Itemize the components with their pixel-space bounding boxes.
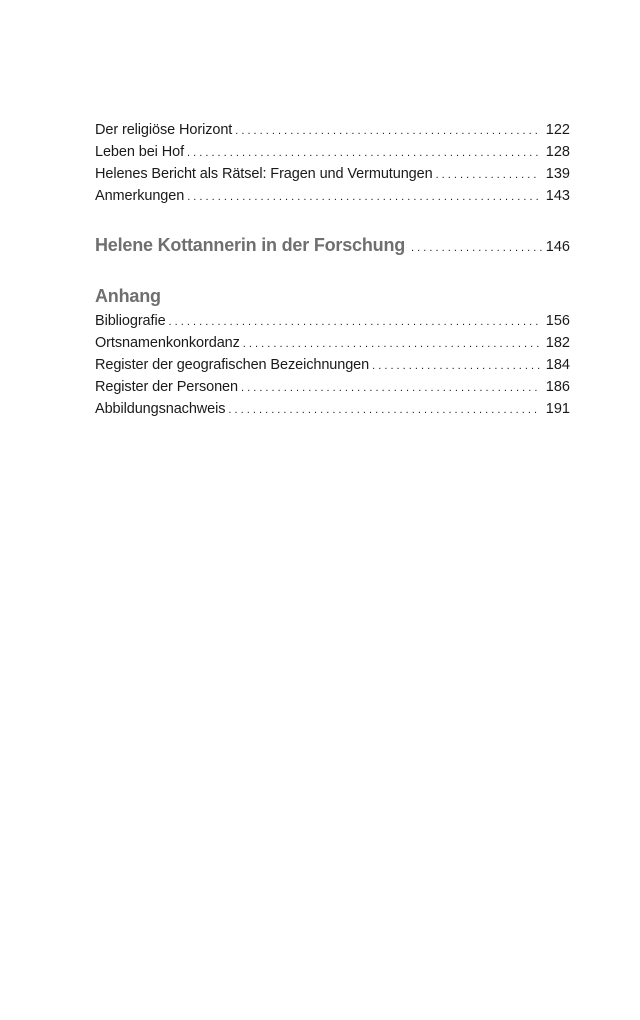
dot-leader: [187, 141, 540, 164]
dot-leader: [436, 163, 540, 186]
toc-entry-title: Register der geografischen Bezeichnungen: [95, 357, 370, 373]
toc-page: [95, 0, 570, 1020]
dot-leader: [411, 231, 544, 262]
dot-leader: [243, 332, 540, 355]
toc-entry-page: 139: [545, 166, 570, 182]
toc-entry[interactable]: [95, 354, 570, 376]
toc-entry[interactable]: [95, 141, 570, 163]
toc-entry-page: 182: [545, 335, 570, 351]
toc-group-1: [95, 119, 570, 207]
toc-entry[interactable]: [95, 163, 570, 185]
toc-entry[interactable]: [95, 332, 570, 354]
toc-entry-page: 122: [545, 122, 570, 138]
toc-entry[interactable]: [95, 310, 570, 332]
toc-section-title: Helene Kottannerin in der Forschung: [95, 235, 406, 255]
toc-entry-title: Bibliografie: [95, 313, 166, 329]
toc-entry-title: Abbildungsnachweis: [95, 401, 226, 417]
toc-entry[interactable]: [95, 376, 570, 398]
dot-leader: [372, 354, 540, 377]
toc-entry-page: 128: [545, 144, 570, 160]
toc-entry-page: 156: [545, 313, 570, 329]
dot-leader: [169, 310, 540, 333]
toc-appendix: [95, 282, 570, 420]
dot-leader: [187, 185, 540, 208]
toc-entry[interactable]: [95, 185, 570, 207]
toc-entry-title: Ortsnamenkonkordanz: [95, 335, 240, 351]
toc-entry[interactable]: [95, 119, 570, 141]
toc-entry-page: 143: [545, 188, 570, 204]
toc-entry-page: 186: [545, 379, 570, 395]
toc-entry-title: Anmerkungen: [95, 188, 185, 204]
toc-section-entry[interactable]: [95, 231, 570, 259]
dot-leader: [228, 398, 539, 421]
dot-leader: [235, 119, 540, 142]
appendix-heading: Anhang: [95, 286, 161, 306]
toc-section-forschung: [95, 231, 570, 259]
dot-leader: [241, 376, 540, 399]
toc-entry-title: Helenes Bericht als Rätsel: Fragen und Vermutungen: [95, 166, 433, 182]
toc-entry-title: Der religiöse Horizont: [95, 122, 233, 138]
toc-entry-page: 184: [545, 357, 570, 373]
toc-entry-title: Register der Personen: [95, 379, 238, 395]
toc-entry-title: Leben bei Hof: [95, 144, 184, 160]
toc-entry-page: 191: [545, 401, 570, 417]
toc-entry[interactable]: [95, 398, 570, 420]
toc-section-page: 146: [545, 239, 570, 255]
